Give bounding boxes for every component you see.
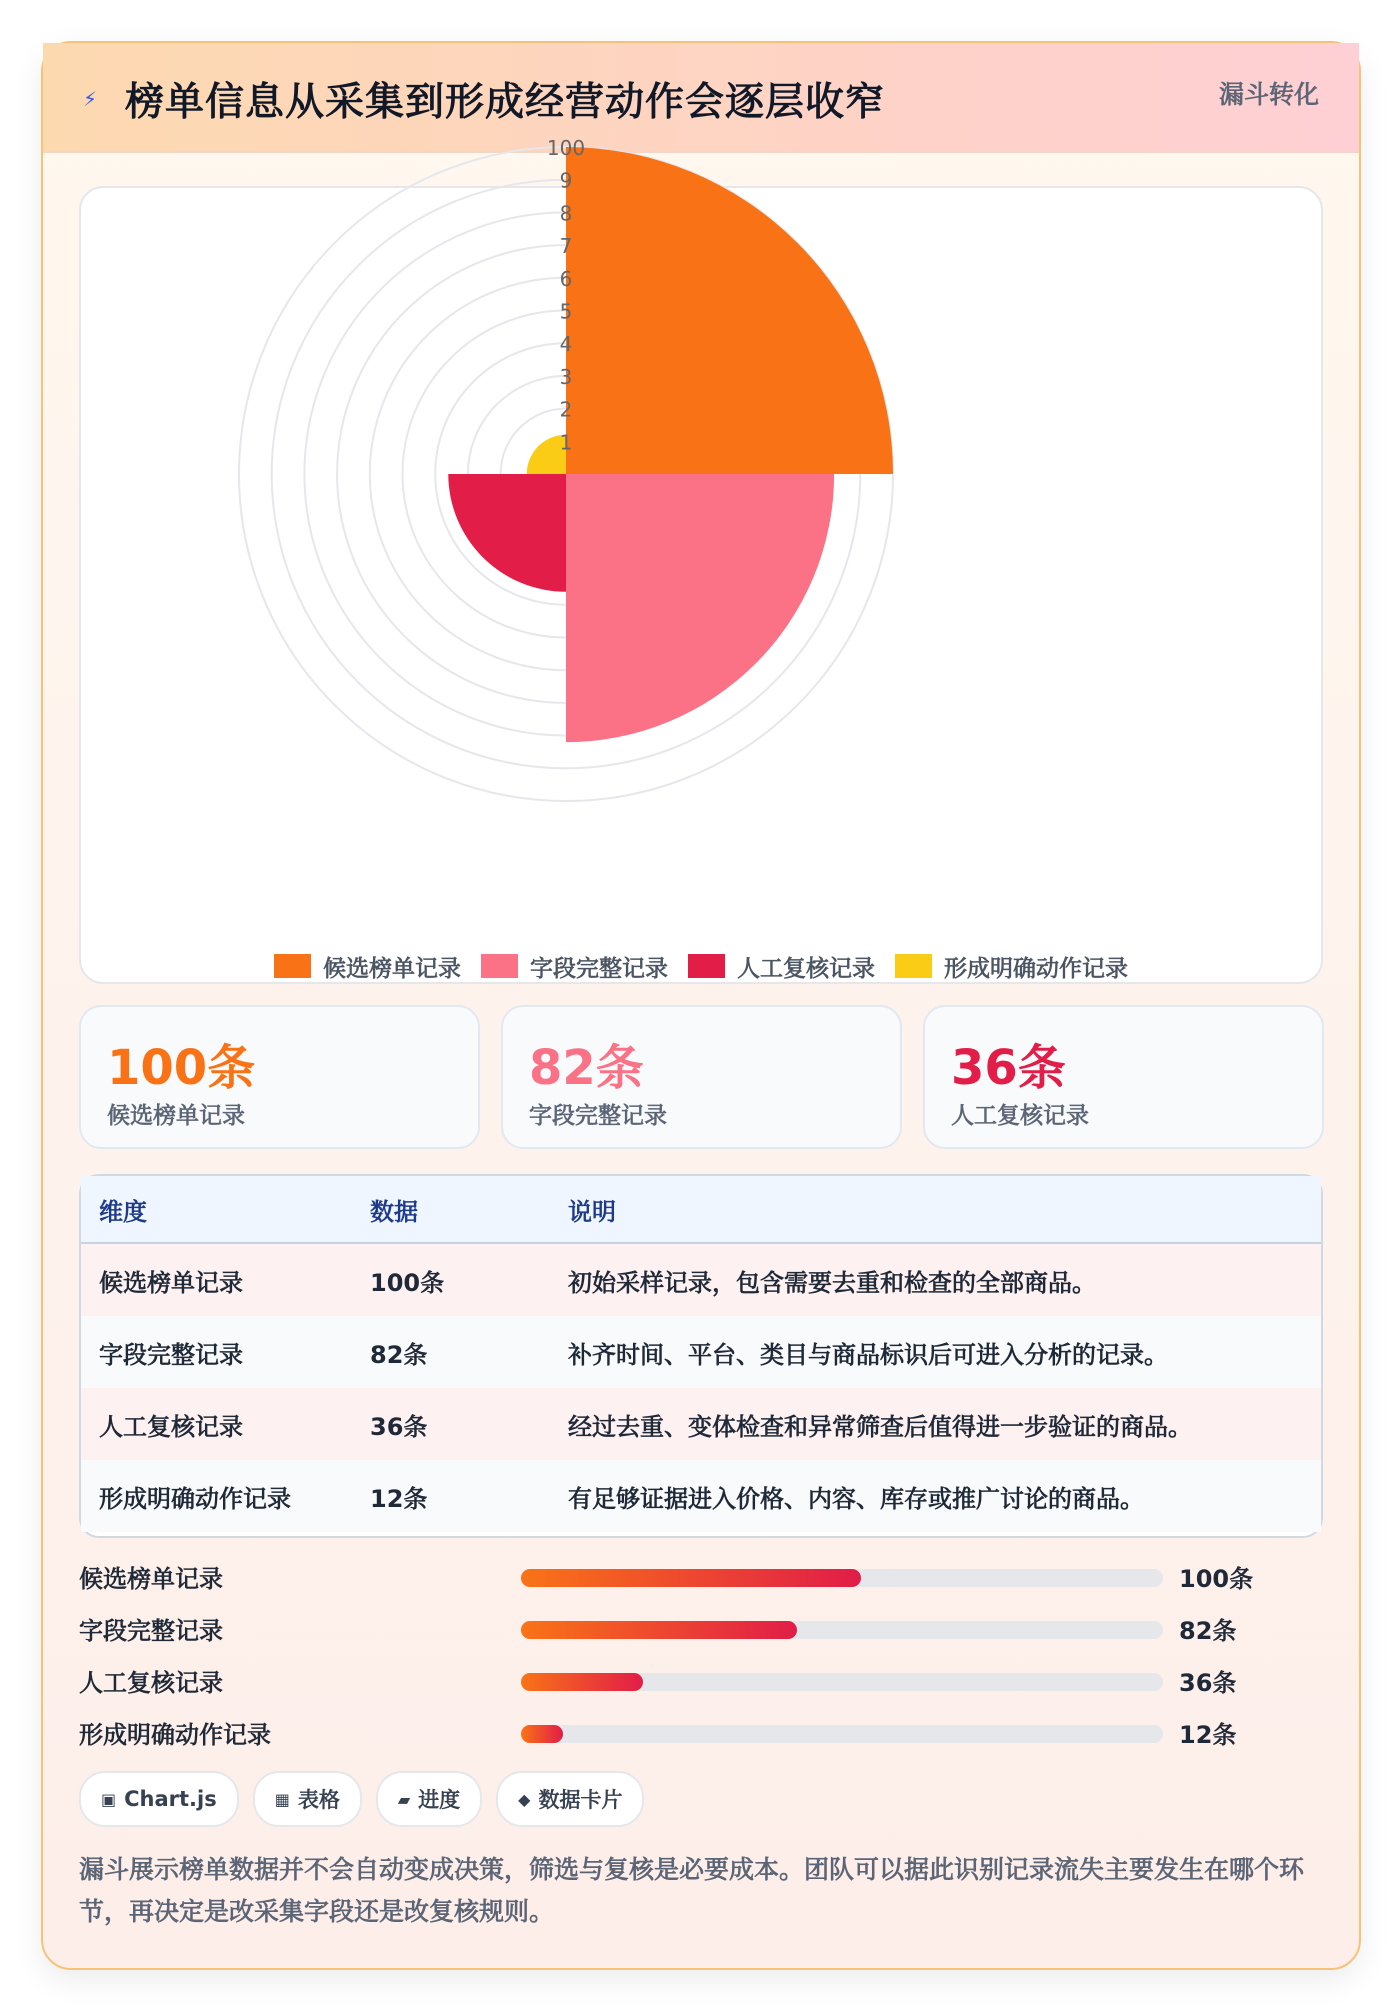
r-tick-label: 6	[559, 266, 573, 291]
column-header: 维度	[99, 1197, 147, 1226]
progress-value: 82条	[1179, 1617, 1237, 1645]
progress-track	[521, 1725, 1163, 1743]
legend-item[interactable]	[481, 950, 668, 983]
progress-track	[521, 1569, 1163, 1587]
legend-label: 形成明确动作记录	[944, 955, 1128, 982]
progress-track	[521, 1621, 1163, 1639]
card-header	[43, 43, 1359, 153]
r-tick-label: 8	[559, 201, 573, 226]
chip-label: 进度	[418, 1788, 461, 1812]
progress-label: 字段完整记录	[79, 1617, 223, 1645]
table-cell: 字段完整记录	[99, 1340, 243, 1369]
funnel-card	[41, 41, 1361, 1970]
stat-card	[79, 1005, 480, 1149]
legend-swatch	[895, 954, 932, 978]
r-tick-label: 4	[559, 332, 573, 357]
table-row	[81, 1460, 1321, 1532]
table-row	[81, 1244, 1321, 1318]
table-cell: 经过去重、变体检查和异常筛查后值得进一步验证的商品。	[568, 1412, 1192, 1441]
table-icon: ▦	[274, 1789, 290, 1809]
summary-note: 漏斗展示榜单数据并不会自动变成决策，筛选与复核是必要成本。团队可以据此识别记录流失主要发生在哪个环节，再决定是改采集字段还是改复核规则。	[79, 1855, 1305, 1926]
progress-value: 12条	[1179, 1721, 1237, 1749]
legend-swatch	[481, 954, 518, 978]
progress-fill	[521, 1621, 797, 1639]
progress-fill	[521, 1725, 563, 1743]
progress-fill	[521, 1673, 643, 1691]
table-cell: 形成明确动作记录	[99, 1484, 291, 1513]
progress-row	[79, 1555, 1319, 1595]
table-cell: 12条	[370, 1484, 428, 1513]
sector-2[interactable]	[566, 474, 834, 742]
stat-card	[923, 1005, 1324, 1149]
progress-bars	[79, 1555, 1319, 1775]
polar-area-chart	[81, 136, 1321, 948]
table-row	[81, 1388, 1321, 1462]
legend-swatch	[688, 954, 725, 978]
stat-value: 82条	[529, 1040, 644, 1096]
legend-label: 候选榜单记录	[323, 955, 461, 982]
progress-value: 100条	[1179, 1565, 1254, 1593]
feature-chips	[79, 1771, 644, 1827]
chip-label: 表格	[297, 1788, 340, 1812]
chip-label: Chart.js	[124, 1787, 217, 1811]
r-tick-label: 7	[559, 234, 573, 259]
r-tick-label: 1	[559, 430, 573, 455]
legend-item[interactable]	[895, 950, 1128, 983]
legend-label: 字段完整记录	[530, 955, 668, 982]
table-cell: 有足够证据进入价格、内容、库存或推广讨论的商品。	[568, 1484, 1144, 1513]
progress-row	[79, 1659, 1319, 1699]
progress-value: 36条	[1179, 1669, 1237, 1697]
diamond-icon: ◆	[518, 1789, 531, 1809]
stat-card	[501, 1005, 902, 1149]
table-cell: 补齐时间、平台、类目与商品标识后可进入分析的记录。	[568, 1340, 1168, 1369]
chart-legend	[81, 946, 1321, 986]
progress-row	[79, 1711, 1319, 1751]
progress-label: 人工复核记录	[79, 1669, 223, 1697]
stat-cards	[79, 1005, 1321, 1149]
chart-panel	[79, 136, 1323, 984]
stat-label: 字段完整记录	[529, 1103, 667, 1129]
table-cell: 候选榜单记录	[99, 1268, 243, 1297]
chip-[interactable]	[253, 1771, 362, 1827]
card-title: 榜单信息从采集到形成经营动作会逐层收窄	[125, 80, 886, 125]
table-cell: 82条	[370, 1340, 428, 1369]
chart-icon: ▣	[101, 1789, 117, 1809]
sector-3[interactable]	[448, 474, 566, 592]
sector-1[interactable]	[566, 147, 893, 474]
legend-label: 人工复核记录	[737, 955, 875, 982]
legend-item[interactable]	[274, 950, 461, 983]
progress-fill	[521, 1569, 861, 1587]
progress-label: 形成明确动作记录	[79, 1721, 271, 1749]
stat-label: 候选榜单记录	[107, 1103, 245, 1129]
stat-label: 人工复核记录	[951, 1103, 1089, 1129]
table-cell: 初始采样记录，包含需要去重和检查的全部商品。	[568, 1268, 1096, 1297]
progress-label: 候选榜单记录	[79, 1565, 223, 1593]
r-tick-label: 3	[559, 364, 573, 389]
r-tick-label: 9	[559, 168, 573, 193]
r-tick-label: 100	[546, 136, 586, 160]
category-badge: 漏斗转化	[1218, 80, 1319, 109]
table-cell: 人工复核记录	[99, 1412, 243, 1441]
data-table	[79, 1174, 1323, 1538]
table-header-row	[81, 1176, 1321, 1244]
progress-icon: ▰	[397, 1789, 411, 1809]
table-row	[81, 1316, 1321, 1390]
progress-track	[521, 1673, 1163, 1691]
table-cell: 100条	[370, 1268, 445, 1297]
legend-swatch	[274, 954, 311, 978]
chip-label: 数据卡片	[538, 1788, 623, 1812]
chip-[interactable]	[496, 1771, 644, 1827]
stat-value: 36条	[951, 1040, 1066, 1096]
r-tick-label: 2	[559, 397, 573, 422]
chip-chartjs[interactable]	[79, 1771, 239, 1827]
column-header: 说明	[568, 1197, 616, 1226]
column-header: 数据	[370, 1197, 418, 1226]
chip-[interactable]	[376, 1771, 482, 1827]
table-cell: 36条	[370, 1412, 428, 1441]
lightning-icon: ⚡	[83, 87, 98, 111]
legend-item[interactable]	[688, 950, 875, 983]
progress-row	[79, 1607, 1319, 1647]
r-tick-label: 5	[559, 299, 573, 324]
stat-value: 100条	[107, 1040, 256, 1096]
